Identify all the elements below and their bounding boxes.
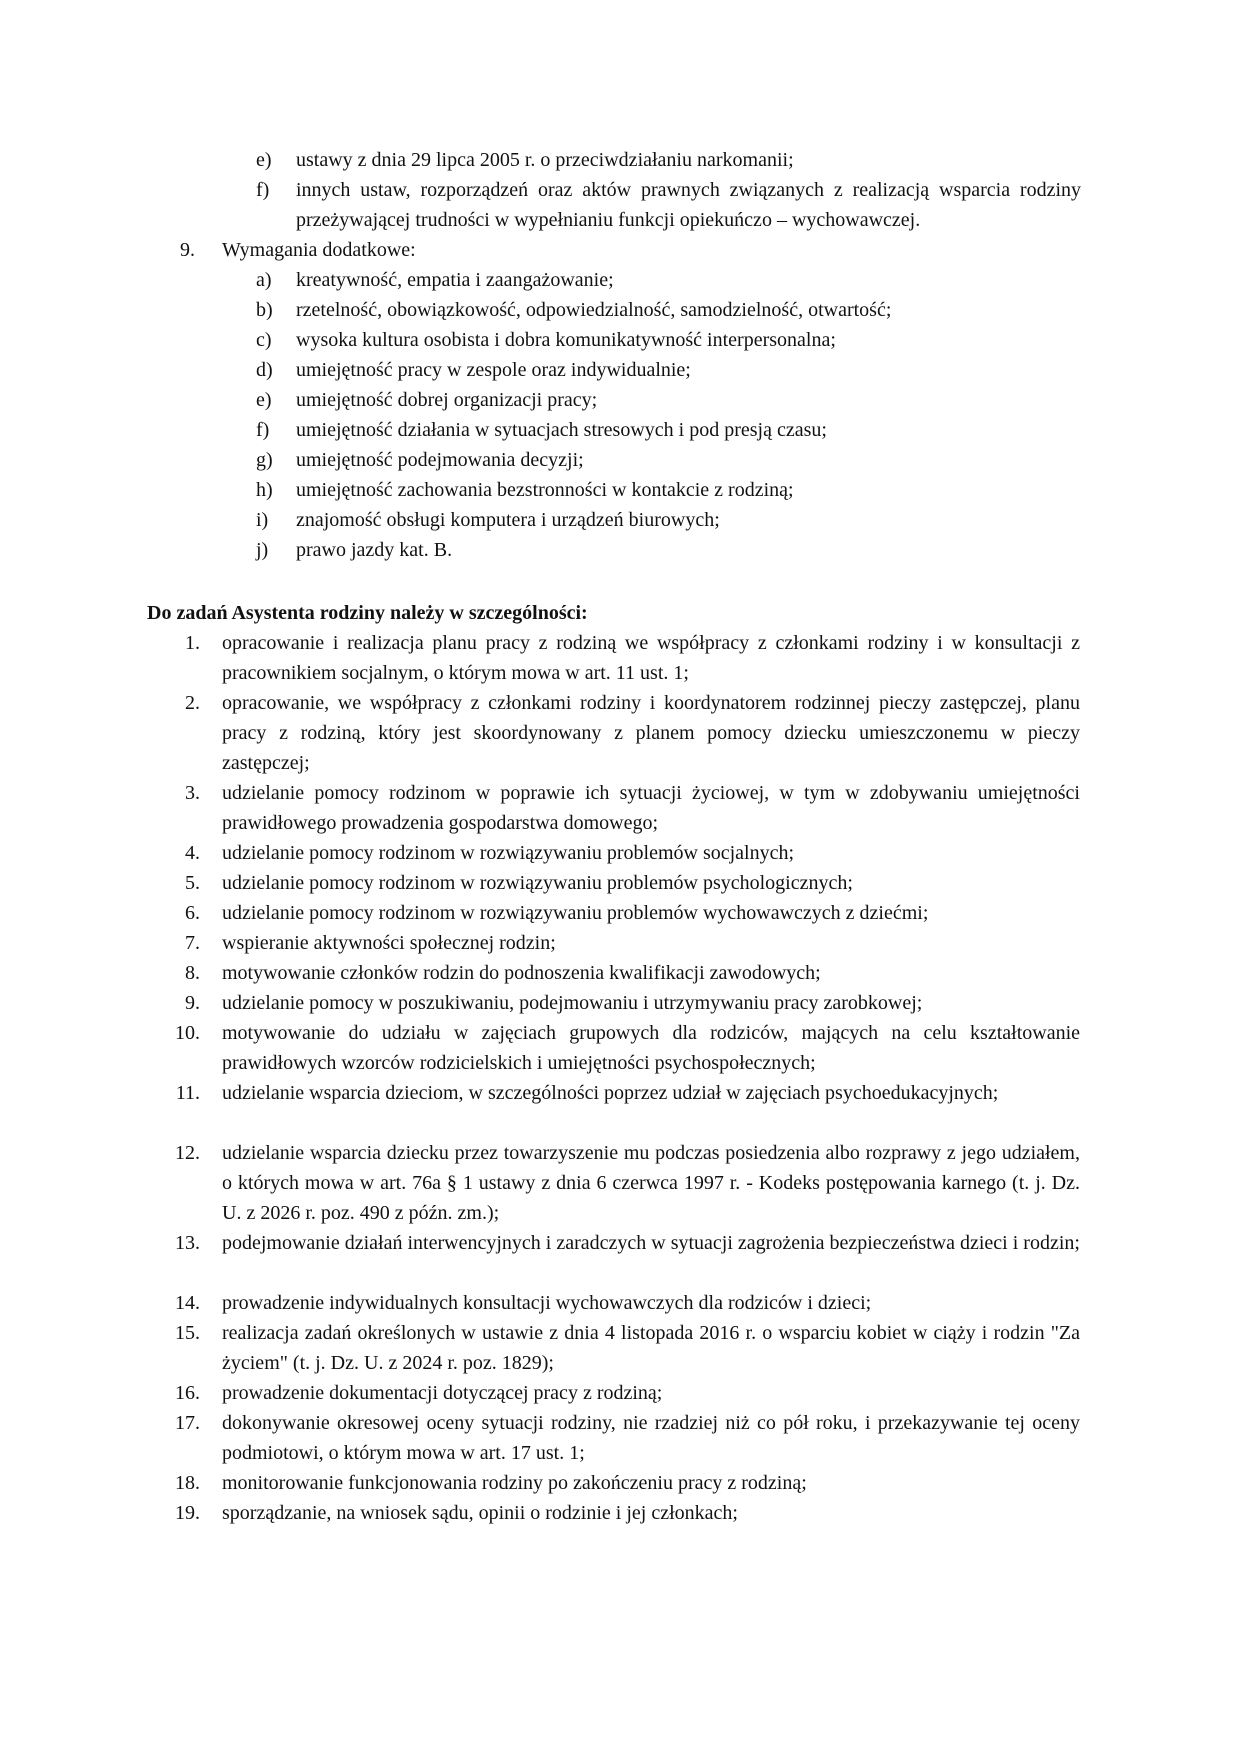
requirement-item	[256, 385, 1081, 415]
list-marker: d)	[256, 359, 273, 381]
task-item	[170, 1318, 1080, 1378]
requirement-item	[256, 355, 1081, 385]
task-text: prowadzenie indywidualnych konsultacji wychowawczych dla rodziców i dzieci;	[222, 1292, 872, 1314]
task-item	[170, 1468, 1080, 1498]
task-text: prowadzenie dokumentacji dotyczącej pracy z rodziną;	[222, 1382, 663, 1404]
requirement-item	[256, 415, 1081, 445]
task-number: 15.	[175, 1322, 200, 1344]
task-number: 9.	[185, 992, 200, 1014]
list-item-text: umiejętność dobrej organizacji pracy;	[296, 389, 598, 411]
list-marker: a)	[256, 269, 272, 291]
requirement-item	[256, 505, 1081, 535]
task-text: sporządzanie, na wniosek sądu, opinii o rodzinie i jej członkach;	[222, 1502, 738, 1524]
task-item	[180, 988, 1080, 1018]
task-item	[180, 868, 1080, 898]
task-item	[170, 1408, 1080, 1468]
task-text: opracowanie i realizacja planu pracy z rodziną we współpracy z członkami rodziny i w konsultacji z pracownikiem socjalnym, o którym mowa w art. 11 ust. 1;	[222, 632, 1080, 684]
section-heading	[180, 235, 1080, 265]
task-item	[180, 628, 1080, 688]
list-marker: b)	[256, 299, 273, 321]
requirement-item	[256, 325, 1081, 355]
task-item	[180, 778, 1080, 838]
list-marker: i)	[256, 509, 269, 531]
list-item-text: znajomość obsługi komputera i urządzeń biurowych;	[296, 509, 720, 531]
list-item-text: ustawy z dnia 29 lipca 2005 r. o przeciwdziałaniu narkomanii;	[296, 149, 794, 171]
tasks-heading: Do zadań Asystenta rodziny należy w szczególności:	[147, 602, 588, 624]
list-marker: c)	[256, 329, 272, 351]
task-number: 13.	[175, 1232, 200, 1254]
task-item	[170, 1498, 1080, 1528]
list-item-text: rzetelność, obowiązkowość, odpowiedzialność, samodzielność, otwartość;	[296, 299, 892, 321]
task-text: udzielanie pomocy rodzinom w poprawie ich sytuacji życiowej, w tym w zdobywaniu umiejętności prawidłowego prowadzenia gospodarstwa domowego;	[222, 782, 1080, 834]
list-marker: g)	[256, 449, 273, 471]
task-item	[170, 1138, 1080, 1228]
task-number: 16.	[175, 1382, 200, 1404]
requirement-item	[256, 295, 1081, 325]
list-item-text: kreatywność, empatia i zaangażowanie;	[296, 269, 614, 291]
task-text: udzielanie pomocy rodzinom w rozwiązywaniu problemów wychowawczych z dziećmi;	[222, 902, 929, 924]
section-title: Wymagania dodatkowe:	[222, 239, 416, 261]
list-item	[256, 175, 1081, 235]
task-number: 10.	[175, 1022, 200, 1044]
list-marker: h)	[256, 479, 273, 501]
task-item	[180, 838, 1080, 868]
task-text: opracowanie, we współpracy z członkami rodziny i koordynatorem rodzinnej pieczy zastępczej, planu pracy z rodziną, który jest skoordynowany z planem pomocy dziecku umieszczonemu w pieczy zastępczej;	[222, 692, 1080, 774]
task-item	[180, 928, 1080, 958]
task-number: 17.	[175, 1412, 200, 1434]
task-number: 6.	[185, 902, 200, 924]
list-item-text: umiejętność pracy w zespole oraz indywidualnie;	[296, 359, 691, 381]
task-number: 19.	[175, 1502, 200, 1524]
task-number: 5.	[185, 872, 200, 894]
task-text: udzielanie wsparcia dzieciom, w szczególności poprzez udział w zajęciach psychoedukacyjnych;	[222, 1082, 999, 1104]
task-number: 3.	[185, 782, 200, 804]
requirement-item	[256, 535, 1081, 565]
task-text: udzielanie wsparcia dziecku przez towarzyszenie mu podczas posiedzenia albo rozprawy z jego udziałem, o których mowa w art. 76a § 1 ustawy z dnia 6 czerwca 1997 r. - Kodeks postępowania karnego (t. j. Dz. U. z 2026 r. poz. 490 z późn. zm.);	[222, 1142, 1080, 1224]
requirement-item	[256, 265, 1081, 295]
task-number: 18.	[175, 1472, 200, 1494]
task-number: 11.	[175, 1082, 200, 1104]
task-text: udzielanie pomocy rodzinom w rozwiązywaniu problemów socjalnych;	[222, 842, 795, 864]
list-marker: f)	[256, 179, 270, 201]
section-number: 9.	[180, 239, 195, 261]
list-marker: e)	[256, 149, 272, 171]
list-item	[256, 145, 1081, 175]
task-item	[180, 898, 1080, 928]
requirement-item	[256, 445, 1081, 475]
task-number: 2.	[185, 692, 200, 714]
task-text: monitorowanie funkcjonowania rodziny po zakończeniu pracy z rodziną;	[222, 1472, 807, 1494]
task-item	[170, 1378, 1080, 1408]
list-item-text: innych ustaw, rozporządzeń oraz aktów prawnych związanych z realizacją wsparcia rodziny przeżywającej trudności w wypełnianiu funkcji opiekuńczo – wychowawczej.	[296, 179, 1081, 231]
task-number: 7.	[185, 932, 200, 954]
list-marker: j)	[256, 539, 269, 561]
list-marker: e)	[256, 389, 272, 411]
task-item	[180, 958, 1080, 988]
list-item-text: wysoka kultura osobista i dobra komunikatywność interpersonalna;	[296, 329, 836, 351]
task-item	[180, 688, 1080, 778]
task-item	[170, 1288, 1080, 1318]
list-item-text: umiejętność działania w sytuacjach stresowych i pod presją czasu;	[296, 419, 827, 441]
list-item-text: umiejętność podejmowania decyzji;	[296, 449, 584, 471]
task-number: 14.	[175, 1292, 200, 1314]
task-number: 12.	[175, 1142, 200, 1164]
task-item	[170, 1018, 1080, 1078]
task-number: 4.	[185, 842, 200, 864]
task-number: 1.	[185, 632, 200, 654]
task-text: dokonywanie okresowej oceny sytuacji rodziny, nie rzadziej niż co pół roku, i przekazywanie tej oceny podmiotowi, o którym mowa w art. 17 ust. 1;	[222, 1412, 1080, 1464]
task-text: udzielanie pomocy rodzinom w rozwiązywaniu problemów psychologicznych;	[222, 872, 853, 894]
task-text: wspieranie aktywności społecznej rodzin;	[222, 932, 556, 954]
list-item-text: prawo jazdy kat. B.	[296, 539, 453, 561]
task-text: podejmowanie działań interwencyjnych i zaradczych w sytuacji zagrożenia bezpieczeństwa dzieci i rodzin;	[222, 1232, 1080, 1254]
task-text: motywowanie członków rodzin do podnoszenia kwalifikacji zawodowych;	[222, 962, 821, 984]
task-text: udzielanie pomocy w poszukiwaniu, podejmowaniu i utrzymywaniu pracy zarobkowej;	[222, 992, 923, 1014]
task-number: 8.	[185, 962, 200, 984]
task-item	[170, 1078, 1080, 1108]
task-item	[170, 1228, 1080, 1258]
list-item-text: umiejętność zachowania bezstronności w kontakcie z rodziną;	[296, 479, 794, 501]
task-text: motywowanie do udziału w zajęciach grupowych dla rodziców, mających na celu kształtowanie prawidłowych wzorców rodzicielskich i umiejętności psychospołecznych;	[222, 1022, 1080, 1074]
task-text: realizacja zadań określonych w ustawie z dnia 4 listopada 2016 r. o wsparciu kobiet w ciąży i rodzin "Za życiem" (t. j. Dz. U. z 2024 r. poz. 1829);	[222, 1322, 1080, 1374]
requirement-item	[256, 475, 1081, 505]
list-marker: f)	[256, 419, 270, 441]
